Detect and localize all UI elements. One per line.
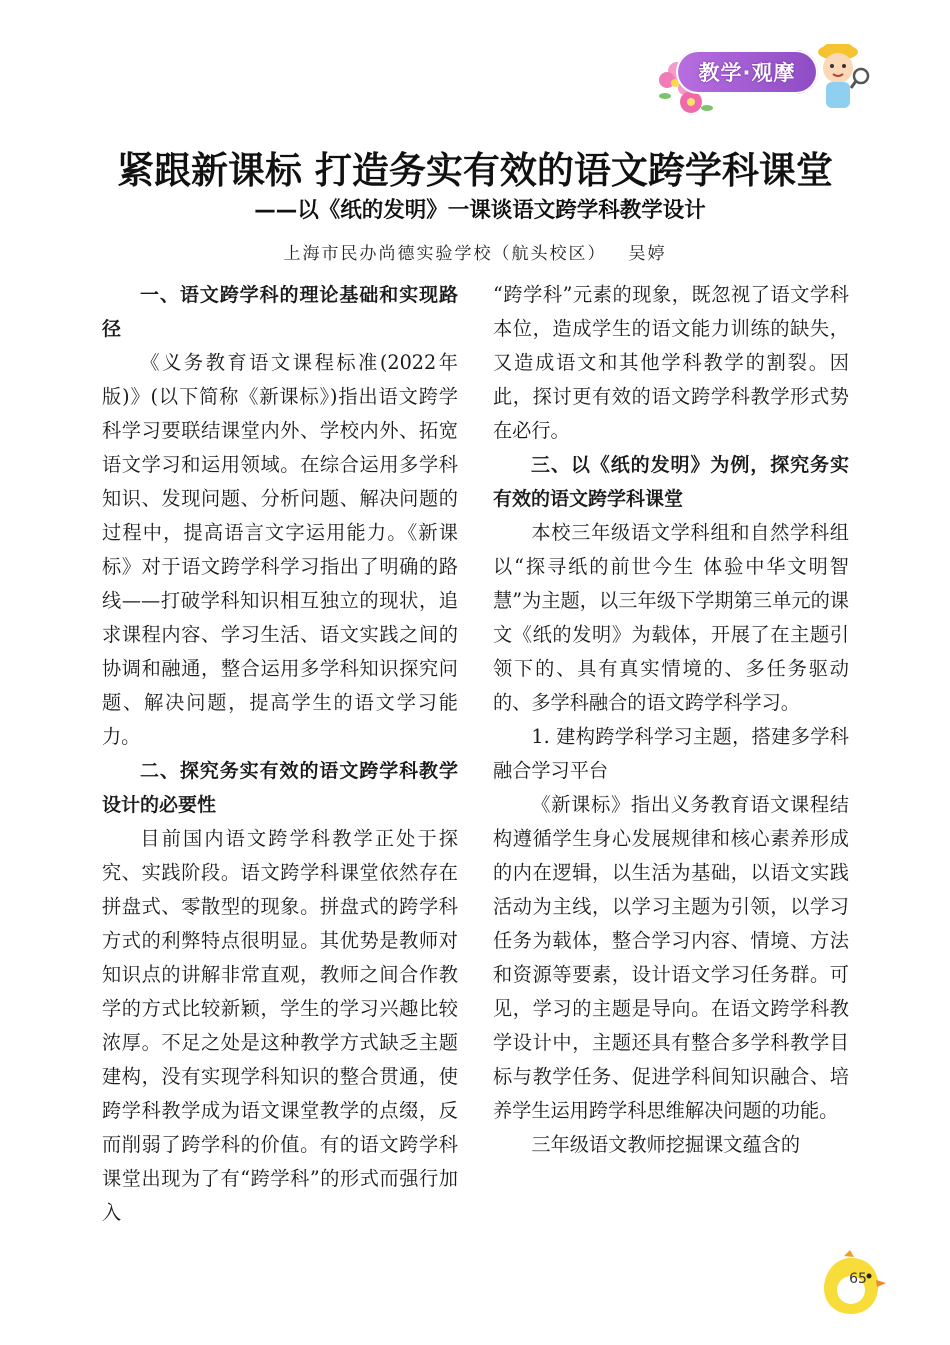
page-number: 65 (849, 1271, 867, 1287)
left-column (102, 278, 458, 1230)
byline (0, 239, 950, 264)
column-badge (676, 50, 818, 94)
section-heading-3: 三、以《纸的发明》为例，探究务实有效的语文跨学科课堂 (493, 454, 849, 510)
article-title: 紧跟新课标 打造务实有效的语文跨学科课堂 (117, 149, 833, 192)
author-name: 吴婷 (628, 244, 667, 264)
paragraph: 《义务教育语文课程标准(2022年版)》(以下简称《新课标》)指出语文跨学科学习要联结课堂内外、学校内外、拓宽语文学习和运用领域。在综合运用多学科知识、发现问题、分析问题、解决问题的过程中，提高语言文字运用能力。《新课标》对于语文跨学科学习指出了明确的路线——打破学科知识相互独立的现状，追求课程内容、学习生活、语文实践之间的协调和融通，整合运用多学科知识探究问题、解决问题，提高学生的语文学习能力。 (102, 351, 458, 748)
column-label: 教学·观摩 (698, 61, 796, 85)
paragraph: 《新课标》指出义务教育语文课程结构遵循学生身心发展规律和核心素养形成的内在逻辑，以生活为基础，以语文实践活动为主线，以学习主题为引领，以学习任务为载体，整合学习内容、情境、方法和资源等要素，设计语文学习任务群。可见，学习的主题是导向。在语文跨学科教学设计中，主题还具有整合多学科教学目标与教学任务、促进学科间知识融合、培养学生运用跨学科思维解决问题的功能。 (493, 793, 849, 1122)
paragraph: 三年级语文教师挖掘课文蕴含的 (531, 1133, 801, 1156)
section-heading-1: 一、语文跨学科的理论基础和实现路径 (102, 284, 458, 340)
subsection-heading-1: 1. 建构跨学科学习主题，搭建多学科融合学习平台 (493, 725, 849, 782)
section-heading-2: 二、探究务实有效的语文跨学科教学设计的必要性 (102, 760, 458, 816)
affiliation: 上海市民办尚德实验学校（航头校区） (283, 244, 607, 264)
paragraph-continued: “跨学科”元素的现象，既忽视了语文学科本位，造成学生的语文能力训练的缺失，又造成语文和其他学科教学的割裂。因此，探讨更有效的语文跨学科教学形式势在必行。 (493, 283, 849, 442)
cartoon-kid-icon (818, 44, 868, 108)
paragraph: 目前国内语文跨学科教学正处于探究、实践阶段。语文跨学科课堂依然存在拼盘式、零散型的现象。拼盘式的跨学科方式的利弊特点很明显。其优势是教师对知识点的讲解非常直观，教师之间合作教学的方式比较新颖，学生的学习兴趣比较浓厚。不足之处是这种教学方式缺乏主题建构，没有实现学科知识的整合贯通，使跨学科教学成为语文课堂教学的点缀，反而削弱了跨学科的价值。有的语文跨学科课堂出现为了有“跨学科”的形式而强行加入 (102, 827, 458, 1224)
paragraph: 本校三年级语文学科组和自然学科组以“探寻纸的前世今生 体验中华文明智慧”为主题，以三年级下学期第三单元的课文《纸的发明》为载体，开展了在主题引领下的、具有真实情境的、多任务驱动的、多学科融合的语文跨学科学习。 (493, 521, 849, 714)
article-subtitle: ——以《纸的发明》一课谈语文跨学科教学设计 (254, 198, 706, 223)
right-column (493, 278, 849, 1162)
